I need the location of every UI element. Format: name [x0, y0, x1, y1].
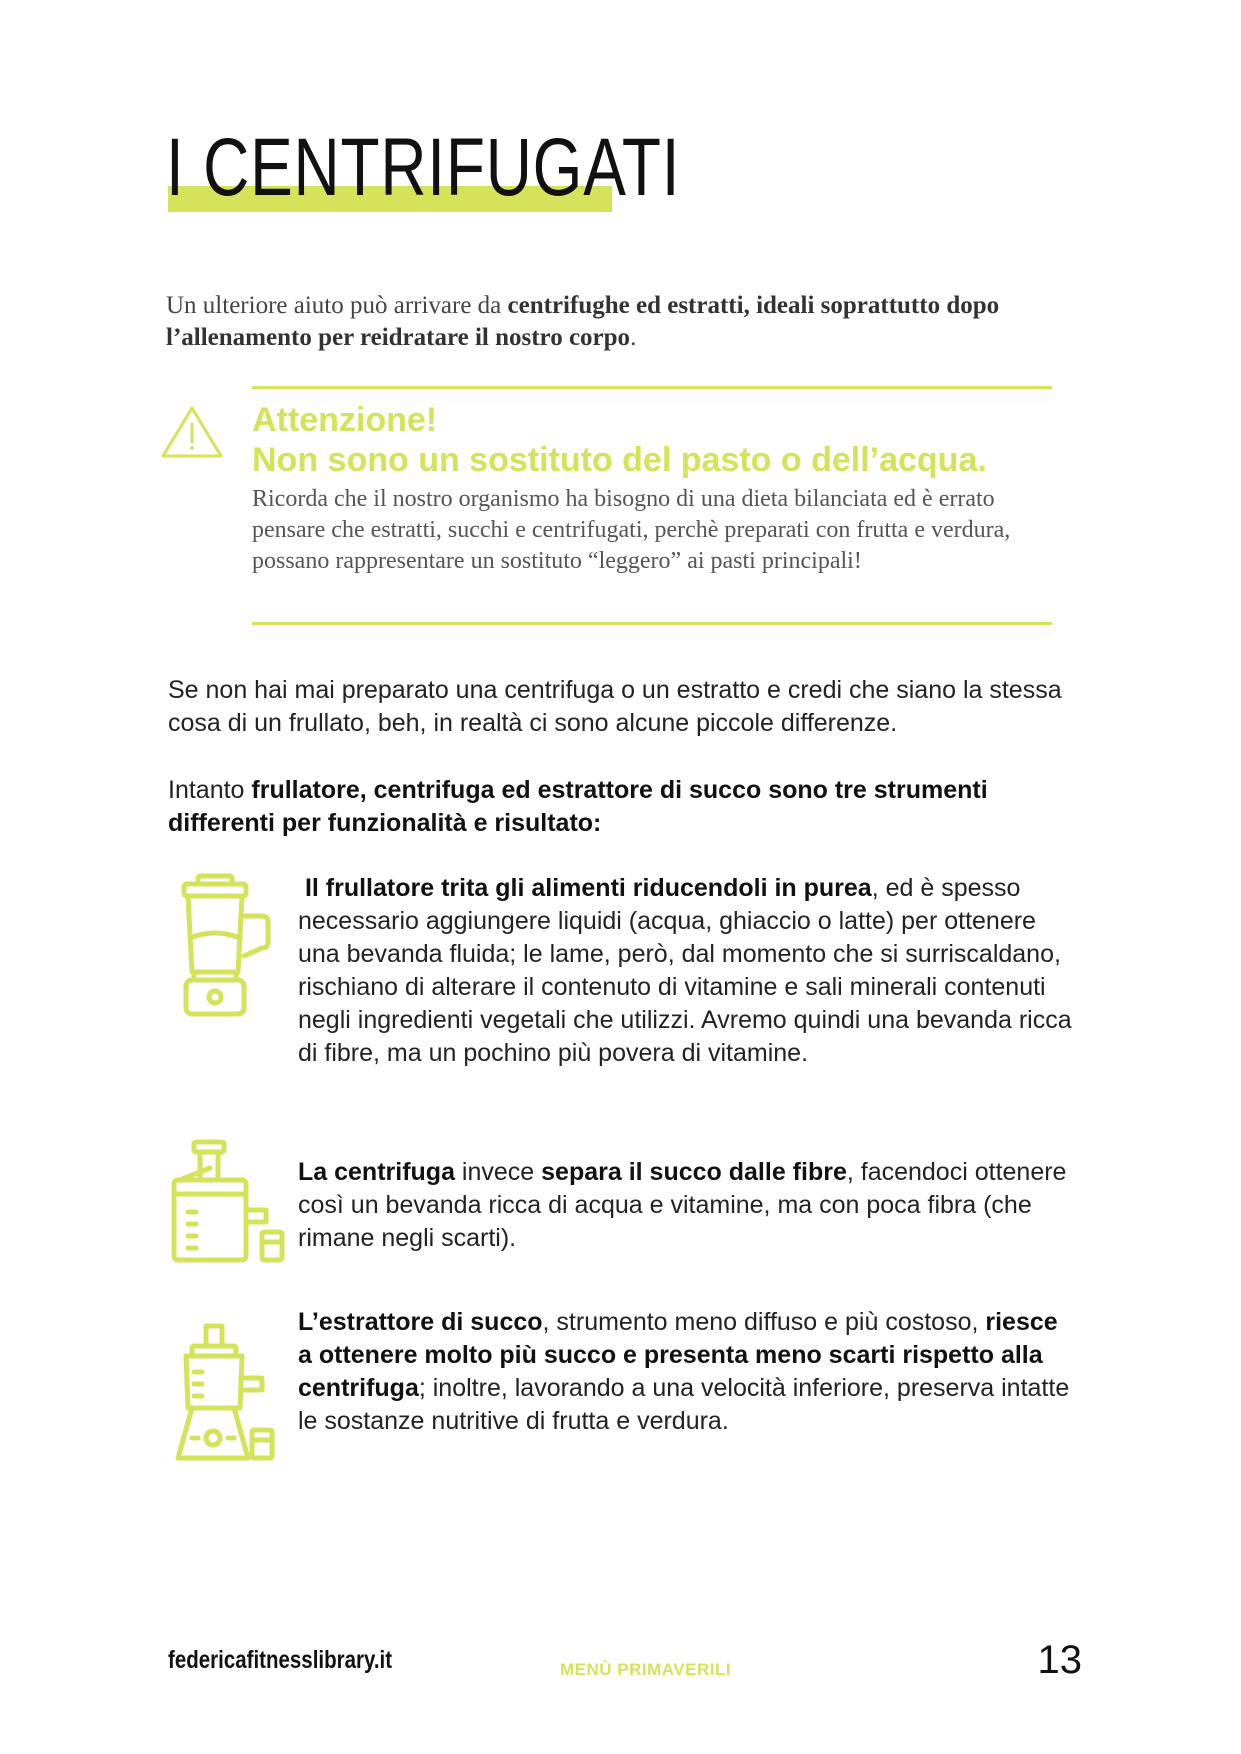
- item-centrifuge-text: [298, 1156, 1078, 1255]
- item-blender-rest: , ed è spesso necessario aggiungere liquidi (acqua, ghiaccio o latte) per ottenere una bevanda fluida; le lame, però, dal momento che si surriscaldano, rischiano di alterare il contenuto di vitamine e sali minerali contenuti negli ingredienti vegetali che utilizzi. Avremo quindi una bevanda ricca di fibre, ma un pochino più povera di vitamine.: [298, 874, 1072, 1067]
- intro-text: Un ulteriore aiuto può arrivare da: [166, 292, 508, 319]
- page-number: 13: [1037, 1638, 1082, 1682]
- page-title: I CENTRIFUGATI: [166, 122, 681, 213]
- difference-paragraph: Se non hai mai preparato una centrifuga o un estratto e credi che siano la stessa cosa di un frullato, beh, in realtà ci sono alcune piccole differenze.: [168, 676, 1062, 737]
- item-centrifuge-bold-2: separa il succo dalle fibre: [541, 1158, 847, 1186]
- blender-icon: [170, 872, 274, 1018]
- item-centrifuge-text-2: , facendoci ottenere così un bevanda ricca di acqua e vitamine, ma con poca fibra (che rimane negli scarti).: [298, 1158, 1067, 1252]
- item-extractor-bold-1: L’estrattore di succo: [298, 1308, 543, 1336]
- warning-subtitle: Non sono un sostituto del pasto o dell’acqua.: [252, 441, 987, 479]
- intro-bold: centrifughe ed estratti, ideali soprattutto dopo l’allenamento per reidratare il nostro corpo: [166, 292, 1000, 351]
- intro-text-end: .: [630, 324, 637, 351]
- item-centrifuge-text-1: invece: [454, 1158, 542, 1186]
- tools-paragraph: [168, 774, 1088, 840]
- item-extractor-text: [298, 1306, 1078, 1438]
- tools-bold: frullatore, centrifuga ed estrattore di succo sono tre strumenti differenti per funzionalità e risultato:: [168, 776, 988, 837]
- warning-title: Attenzione!: [252, 401, 438, 439]
- warning-top-rule: [252, 386, 1052, 389]
- warning-triangle-icon: [160, 404, 224, 460]
- juice-extractor-icon: [172, 1322, 276, 1462]
- footer-site-link[interactable]: federicafitnesslibrary.it: [168, 1646, 393, 1674]
- footer-section-label: MENÙ PRIMAVERILI: [560, 1660, 732, 1679]
- tools-text: Intanto: [168, 776, 252, 804]
- item-extractor-text-1: , strumento meno diffuso e più costoso,: [542, 1308, 986, 1336]
- intro-paragraph: [166, 290, 1076, 354]
- warning-body: Ricorda che il nostro organismo ha bisogno di una dieta bilanciata ed è errato pensare che estratti, succhi e centrifugati, perchè preparati con frutta e verdura, possano rappresentare un sostituto “leggero” ai pasti principali!: [252, 486, 1011, 574]
- item-extractor-bold-2: riesce a ottenere molto più succo e presenta meno scarti rispetto alla centrifuga: [298, 1308, 1058, 1402]
- item-centrifuge-bold-1: La centrifuga: [298, 1158, 455, 1186]
- juicer-centrifuge-icon: [170, 1138, 286, 1264]
- item-extractor-text-2: ; inoltre, lavorando a una velocità inferiore, preserva intatte le sostanze nutritive di frutta e verdura.: [298, 1374, 1070, 1435]
- item-blender-text: [298, 872, 1078, 1070]
- item-blender-bold: Il frullatore trita gli alimenti riducendoli in purea: [304, 874, 872, 902]
- warning-bottom-rule: [252, 622, 1052, 625]
